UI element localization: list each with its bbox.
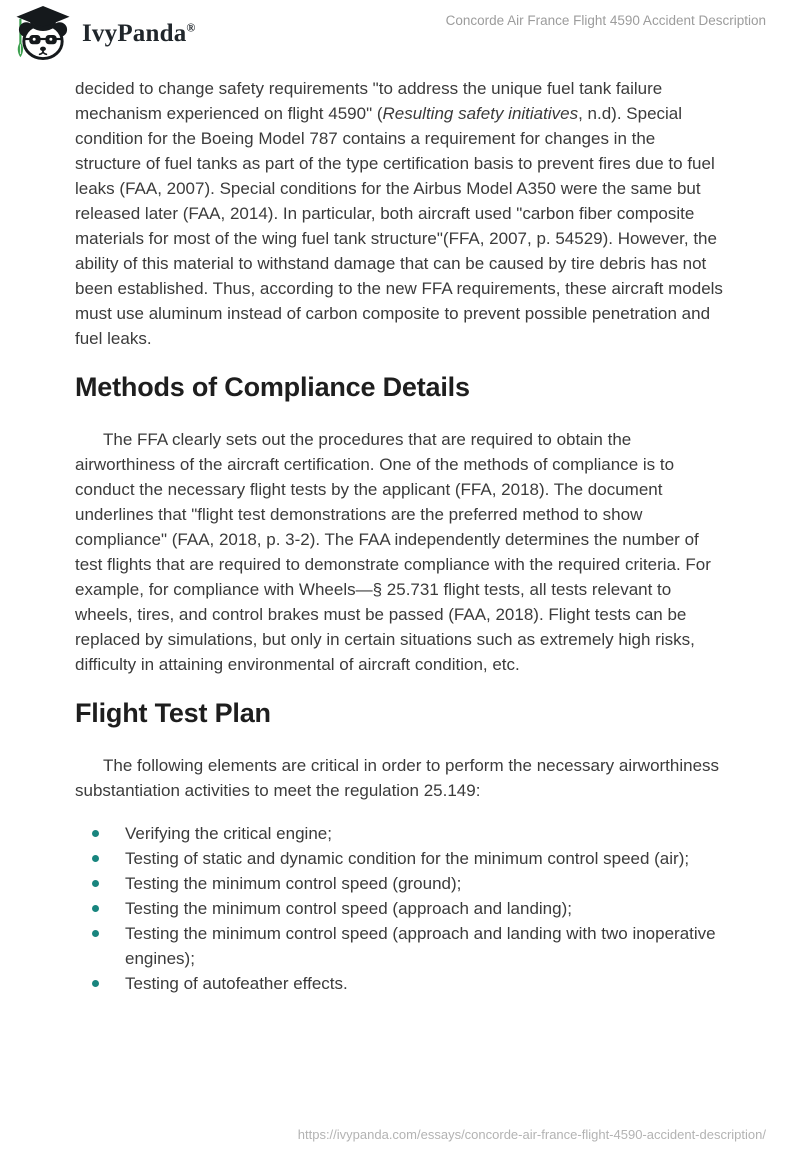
flight-test-checklist bbox=[75, 821, 723, 996]
ivypanda-panda-logo-icon bbox=[13, 5, 73, 62]
essay-content bbox=[0, 76, 800, 996]
list-item: Verifying the critical engine; bbox=[75, 821, 723, 846]
list-item: Testing of static and dynamic condition for the minimum control speed (air); bbox=[75, 846, 723, 871]
list-item: Testing of autofeather effects. bbox=[75, 971, 723, 996]
italic-citation-title: Resulting safety initiatives bbox=[382, 104, 579, 123]
paragraph-flight-test-intro: The following elements are critical in order to perform the necessary airworthiness substantiation activities to meet the regulation 25.149: bbox=[75, 756, 720, 800]
document-title: Concorde Air France Flight 4590 Accident Description bbox=[445, 13, 766, 28]
paragraph-text: decided to change safety requirements "to address the unique fuel tank failure mechanism experienced on flight 4590" ( bbox=[75, 79, 663, 123]
brand-name bbox=[82, 21, 196, 46]
paragraph-compliance-methods: The FFA clearly sets out the procedures that are required to obtain the airworthiness of the aircraft certification. One of the methods of compliance is to conduct the necessary flight tests by the applicant (FFA, 2018). The document underlines that "flight test demonstrations are the preferred method to show compliance" (FAA, 2018, p. 3-2). The FAA independently determines the number of test flights that are required to demonstrate compliance with the required criteria. For example, for compliance with Wheels—§ 25.731 flight tests, all tests relevant to wheels, tires, and control brakes must be passed (FAA, 2018). Flight tests can be replaced by simulations, but only in certain situations such as extremely high risks, difficulty in attaining environmental of aircraft condition, etc. bbox=[75, 430, 711, 674]
registered-mark: ® bbox=[186, 20, 196, 35]
paragraph-fuel-tanks bbox=[75, 76, 723, 351]
page-header bbox=[0, 0, 800, 64]
section-heading-methods-of-compliance: Methods of Compliance Details bbox=[75, 372, 470, 402]
list-item: Testing the minimum control speed (approach and landing with two inoperative engines); bbox=[75, 921, 723, 971]
list-item: Testing the minimum control speed (ground); bbox=[75, 871, 723, 896]
brand-name-text: IvyPanda bbox=[82, 20, 187, 47]
paragraph-text: , n.d). Special condition for the Boeing Model 787 contains a requirement for changes in the structure of fuel tanks as part of the type certification basis to prevent fires due to fuel leaks (FAA, 2007). Special conditions for the Airbus Model A350 were the same but released later (FAA, 2014). In particular, both aircraft used "carbon fiber composite materials for most of the wing fuel tank structure"(FFA, 2007, p. 54529). However, the ability of this material to withstand damage that can be caused by tire debris has not been established. Thus, according to the new FFA requirements, these aircraft models must use aluminum instead of carbon composite to prevent possible penetration and fuel leaks. bbox=[75, 104, 723, 348]
list-item: Testing the minimum control speed (approach and landing); bbox=[75, 896, 723, 921]
section-heading-flight-test-plan: Flight Test Plan bbox=[75, 698, 271, 728]
brand bbox=[13, 5, 196, 62]
source-url: https://ivypanda.com/essays/concorde-air-france-flight-4590-accident-description/ bbox=[297, 1127, 766, 1142]
